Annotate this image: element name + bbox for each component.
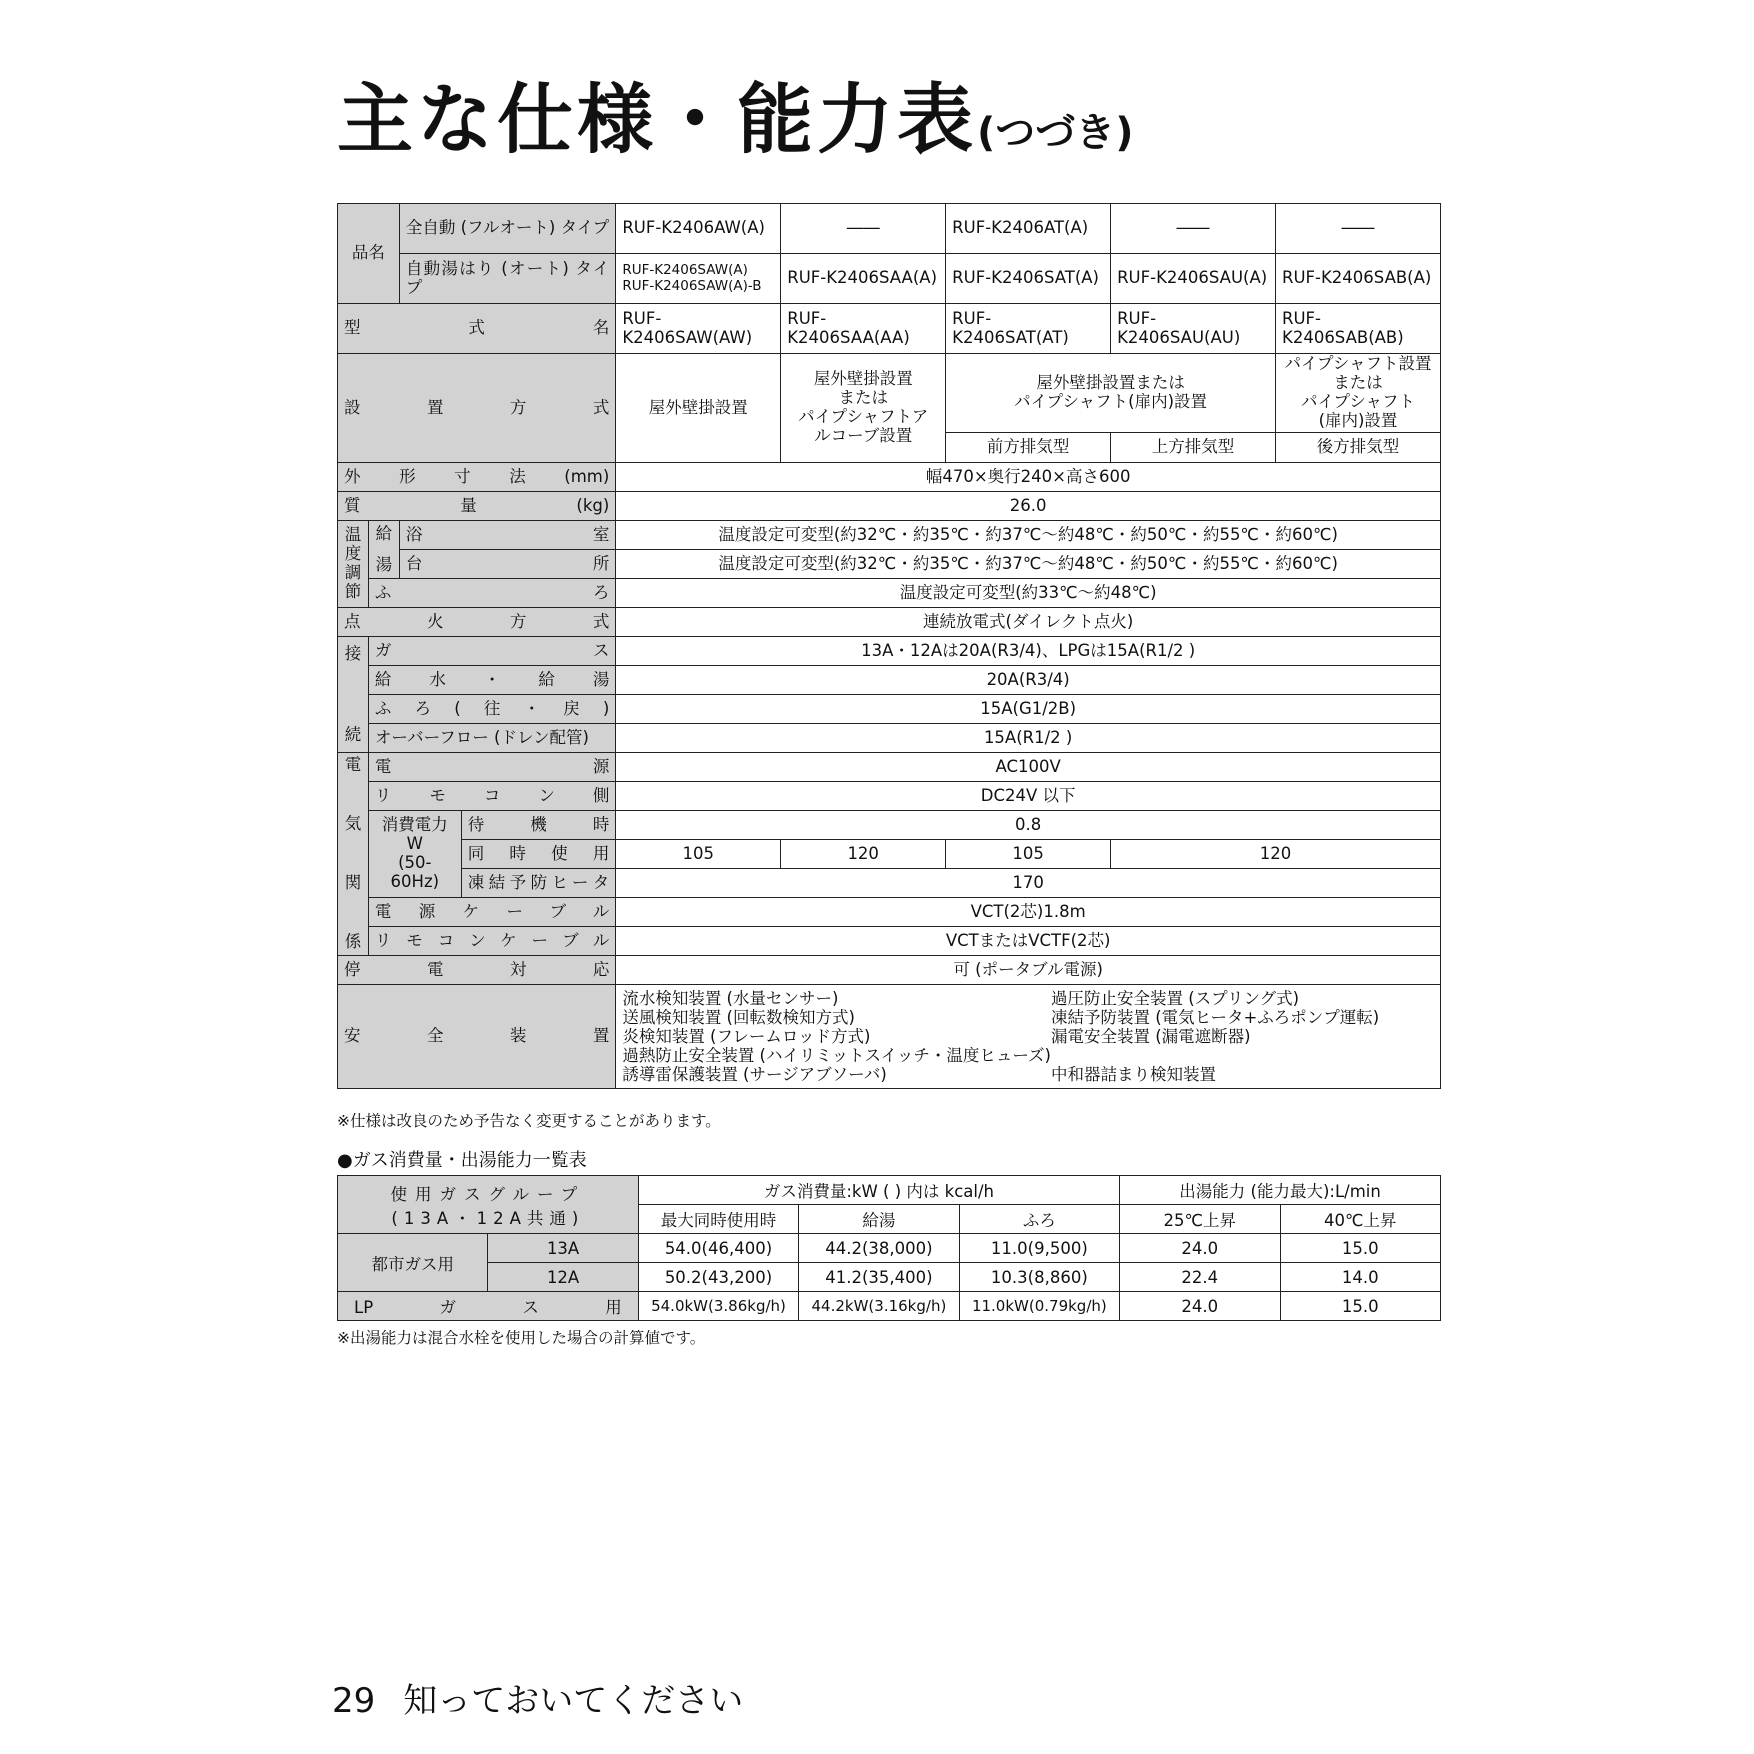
taiki-label: 待機時 <box>461 811 616 840</box>
toketsu-label: 凍結予防ヒータ <box>461 869 616 898</box>
row-13a-cell: 54.0(46,400) <box>638 1234 798 1263</box>
lp-cell: 15.0 <box>1280 1292 1441 1321</box>
gaikei-value: 幅470×奥行240×高さ600 <box>616 463 1441 492</box>
daidokoro-value: 温度設定可変型(約32℃・約35℃・約37℃～約48℃・約50℃・約55℃・約60℃) <box>616 550 1441 579</box>
row-12a-cell: 50.2(43,200) <box>638 1263 798 1292</box>
doji-value-4: 120 <box>1111 840 1441 869</box>
toketsu-value: 170 <box>616 869 1441 898</box>
ondo-label: 温 度 調 節 <box>338 521 369 608</box>
setchi-label: 設置方式 <box>338 354 616 463</box>
setchi-2: 屋外壁掛設置 または パイプシャフトア ルコーブ設置 <box>781 354 946 463</box>
overflow-value: 15A(R1/2 ) <box>616 724 1441 753</box>
col-25c: 25℃上昇 <box>1120 1205 1280 1234</box>
gas-table-heading: ●ガス消費量・出湯能力一覧表 <box>337 1150 587 1171</box>
row-12a-label: 12A <box>488 1263 638 1292</box>
gas-note: ※出湯能力は混合水栓を使用した場合の計算値です。 <box>337 1329 706 1347</box>
auto-model-4: RUF-K2406SAU(A) <box>1111 254 1276 304</box>
yokushitsu-label: 浴室 <box>399 521 615 550</box>
katashiki-1: RUF-K2406SAW(AW) <box>616 304 781 354</box>
spec-table <box>337 203 1441 1089</box>
page-title-cont: (つづき) <box>977 110 1134 156</box>
fullauto-type-label: 全自動 (フルオート) タイプ <box>399 204 615 254</box>
lp-cell: 24.0 <box>1120 1292 1280 1321</box>
output-header: 出湯能力 (能力最大):L/min <box>1120 1176 1441 1205</box>
setchi-3-4: 屋外壁掛設置または パイプシャフト(扉内)設置 <box>946 354 1276 433</box>
dengen-label: 電源 <box>368 753 615 782</box>
gas-value: 13A・12Aは20A(R3/4)、LPGは15A(R1/2 ) <box>616 637 1441 666</box>
fullauto-model-4: ―― <box>1111 204 1276 254</box>
tenka-value: 連続放電式(ダイレクト点火) <box>616 608 1441 637</box>
city-gas-label: 都市ガス用 <box>338 1234 488 1292</box>
haiki-front: 前方排気型 <box>946 433 1111 463</box>
gaikei-label: 外形寸法(mm) <box>338 463 616 492</box>
cable-label: 電源ケーブル <box>368 898 615 927</box>
furo-pipe-label: ふろ(往・戻) <box>368 695 615 724</box>
furo-pipe-value: 15A(G1/2B) <box>616 695 1441 724</box>
auto-model-3: RUF-K2406SAT(A) <box>946 254 1111 304</box>
katashiki-5: RUF-K2406SAB(AB) <box>1276 304 1441 354</box>
kyusui-label: 給水・給湯 <box>368 666 615 695</box>
furo-label: ふろ <box>368 579 615 608</box>
katashiki-2: RUF-K2406SAA(AA) <box>781 304 946 354</box>
row-13a-cell: 24.0 <box>1120 1234 1280 1263</box>
auto-model-5: RUF-K2406SAB(A) <box>1276 254 1441 304</box>
lp-cell: 44.2kW(3.16kg/h) <box>799 1292 959 1321</box>
consumption-header: ガス消費量:kW ( ) 内は kcal/h <box>638 1176 1119 1205</box>
col-kyuto: 給湯 <box>799 1205 959 1234</box>
section-name: 知っておいてください <box>403 1681 744 1721</box>
doji-value-1: 105 <box>616 840 781 869</box>
fullauto-model-5: ―― <box>1276 204 1441 254</box>
overflow-label: オーバーフロー (ドレン配管) <box>368 724 615 753</box>
taiki-value: 0.8 <box>616 811 1441 840</box>
shitsuryo-value: 26.0 <box>616 492 1441 521</box>
cable-value: VCT(2芯)1.8m <box>616 898 1441 927</box>
auto-model-1: RUF-K2406SAW(A) RUF-K2406SAW(A)-B <box>616 254 781 304</box>
col-40c: 40℃上昇 <box>1280 1205 1441 1234</box>
kyusui-value: 20A(R3/4) <box>616 666 1441 695</box>
doji-label: 同時使用 <box>461 840 616 869</box>
kyuto-label: 給 湯 <box>368 521 399 579</box>
haiki-rear: 後方排気型 <box>1276 433 1441 463</box>
furo-value: 温度設定可変型(約33℃～約48℃) <box>616 579 1441 608</box>
anzen-label: 安全装置 <box>338 985 616 1089</box>
anzen-list <box>616 985 1441 1089</box>
col-max-simultaneous: 最大同時使用時 <box>638 1205 798 1234</box>
row-13a-label: 13A <box>488 1234 638 1263</box>
row-12a-cell: 10.3(8,860) <box>959 1263 1119 1292</box>
katashiki-label: 型式名 <box>338 304 616 354</box>
hinmei-label: 品名 <box>338 204 400 304</box>
tenka-label: 点火方式 <box>338 608 616 637</box>
shohi-label: 消費電力W (50-60Hz) <box>368 811 461 898</box>
spec-note: ※仕様は改良のため予告なく変更することがあります。 <box>337 1112 721 1130</box>
setchi-5: パイプシャフト設置 または パイプシャフト (扉内)設置 <box>1276 354 1441 433</box>
haiki-top: 上方排気型 <box>1111 433 1276 463</box>
page-title: 主な仕様・能力表(つづき) <box>337 75 1134 164</box>
remocon-side-label: リモコン側 <box>368 782 615 811</box>
row-12a-cell: 14.0 <box>1280 1263 1441 1292</box>
fullauto-model-3: RUF-K2406AT(A) <box>946 204 1111 254</box>
row-13a-cell: 15.0 <box>1280 1234 1441 1263</box>
katashiki-4: RUF-K2406SAU(AU) <box>1111 304 1276 354</box>
setsuzoku-label: 接 続 <box>338 637 369 753</box>
remocon-cable-value: VCTまたはVCTF(2芯) <box>616 927 1441 956</box>
row-12a-cell: 22.4 <box>1120 1263 1280 1292</box>
gas-label: ガス <box>368 637 615 666</box>
anzen-right-list: 過圧防止安全装置 (スプリング式) 凍結予防装置 (電気ヒータ+ふろポンプ運転) 漏電安全装置 (漏電遮断器) 中和器詰まり検知装置 <box>1050 989 1380 1084</box>
anzen-left-list: 流水検知装置 (水量センサー) 送風検知装置 (回転数検知方式) 炎検知装置 (フレームロッド方式) 過熱防止安全装置 (ハイリミットスイッチ・温度ヒューズ) 誘導雷保護装置 (サージアブソーバ) <box>622 989 1051 1084</box>
setchi-1: 屋外壁掛設置 <box>616 354 781 463</box>
remocon-side-value: DC24V 以下 <box>616 782 1441 811</box>
page-number: 29 <box>332 1681 376 1721</box>
yokushitsu-value: 温度設定可変型(約32℃・約35℃・約37℃～約48℃・約50℃・約55℃・約60℃) <box>616 521 1441 550</box>
doji-value-3: 105 <box>946 840 1111 869</box>
doji-value-2: 120 <box>781 840 946 869</box>
teiden-label: 停電対応 <box>338 956 616 985</box>
group-label: 使用ガスグループ (13A・12A共通) <box>338 1176 639 1234</box>
denki-label: 電 気 関 係 <box>338 753 369 956</box>
row-13a-cell: 11.0(9,500) <box>959 1234 1119 1263</box>
row-13a-cell: 44.2(38,000) <box>799 1234 959 1263</box>
fullauto-model-1: RUF-K2406AW(A) <box>616 204 781 254</box>
shitsuryo-label: 質量(kg) <box>338 492 616 521</box>
gas-table <box>337 1175 1441 1321</box>
lp-cell: 11.0kW(0.79kg/h) <box>959 1292 1119 1321</box>
lp-gas-label: LPガス用 <box>338 1292 639 1321</box>
row-12a-cell: 41.2(35,400) <box>799 1263 959 1292</box>
daidokoro-label: 台所 <box>399 550 615 579</box>
dengen-value: AC100V <box>616 753 1441 782</box>
teiden-value: 可 (ポータブル電源) <box>616 956 1441 985</box>
auto-model-2: RUF-K2406SAA(A) <box>781 254 946 304</box>
auto-type-label: 自動湯はり (オート) タイプ <box>399 254 615 304</box>
remocon-cable-label: リモコンケーブル <box>368 927 615 956</box>
page-footer <box>332 1673 743 1722</box>
fullauto-model-2: ―― <box>781 204 946 254</box>
lp-cell: 54.0kW(3.86kg/h) <box>638 1292 798 1321</box>
col-furo: ふろ <box>959 1205 1119 1234</box>
katashiki-3: RUF-K2406SAT(AT) <box>946 304 1111 354</box>
